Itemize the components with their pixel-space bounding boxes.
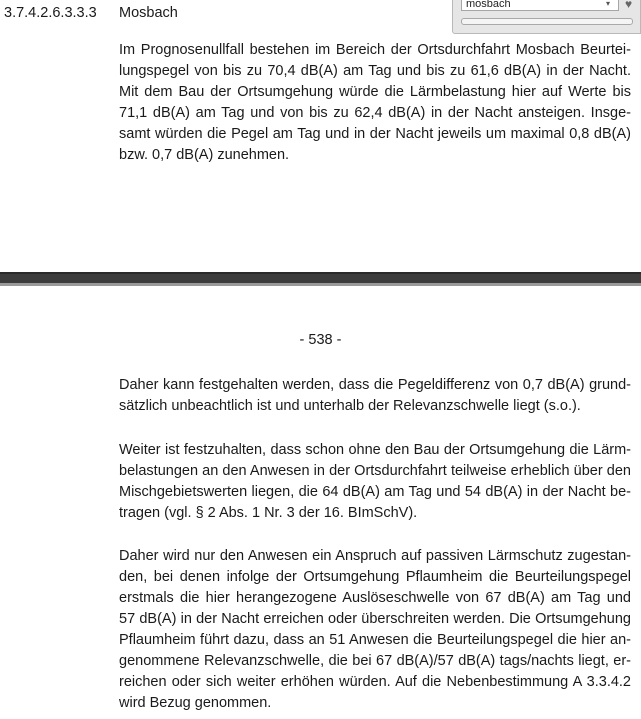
paragraph-passiver-laermschutz	[119, 546, 631, 714]
chevron-down-icon[interactable]: ▾	[605, 0, 610, 8]
text-line: reichen oder sich weiter erhöhen würden. Auf die Nebenbestimmung A 3.3.4.2	[119, 674, 631, 690]
text-line: wird Bezug genommen.	[119, 695, 272, 711]
text-line: Pflaumheim führt dazu, dass an 51 Anwesen die Beurteilungspegel die hier an-	[119, 632, 631, 648]
text-line: Mit dem Bau der Ortsumgehung würde die Lärmbelastung hier auf Werte bis	[119, 84, 631, 100]
text-line: Daher kann festgehalten werden, dass die Pegeldifferenz von 0,7 dB(A) grund-	[119, 377, 631, 393]
text-line: samt würden die Pegel am Tag und in der Nacht jeweils um maximal 0,8 dB(A)	[119, 126, 631, 142]
page-separator	[0, 272, 641, 286]
search-input[interactable]: mosbach	[461, 0, 619, 11]
text-line: Daher wird nur den Anwesen ein Anspruch auf passiven Lärmschutz zugestan-	[119, 548, 631, 564]
paragraph-mischgebietswerte	[119, 440, 631, 524]
paragraph-pegeldifferenz	[119, 375, 631, 417]
text-line: den, bei denen infolge der Ortsumgehung Pflaumheim die Beurteilungspegel	[119, 569, 631, 585]
find-toolbar	[452, 0, 641, 34]
text-line: tragen (vgl. § 2 Abs. 1 Nr. 3 der 16. BImSchV).	[119, 505, 418, 521]
section-title: Mosbach	[119, 5, 178, 21]
text-line: bzw. 0,7 dB(A) zunehmen.	[119, 147, 290, 163]
page-number: - 538 -	[299, 332, 342, 348]
paragraph-mosbach	[119, 40, 631, 166]
text-line: belastungen an den Anwesen in der Ortsdurchfahrt teilweise erheblich über den	[119, 463, 631, 479]
section-number: 3.7.4.2.6.3.3.3	[4, 5, 97, 21]
text-line: erstmals die hier herangezogene Auslöseschwelle von 67 dB(A) am Tag und	[119, 590, 631, 606]
text-line: 71,1 dB(A) am Tag und von bis zu 62,4 dB(A) in der Nacht ansteigen. Insge-	[119, 105, 631, 121]
text-line: genommene Relevanzschwelle, die bei 67 dB(A)/57 dB(A) tags/nachts liegt, er-	[119, 653, 631, 669]
text-line: Im Prognosenullfall bestehen im Bereich der Ortsdurchfahrt Mosbach Beurtei-	[119, 42, 631, 58]
text-line: Weiter ist festzuhalten, dass schon ohne den Bau der Ortsumgehung die Lärm-	[119, 442, 631, 458]
search-progress-bar	[461, 18, 633, 25]
text-line: Mischgebietswerten liegen, die 64 dB(A) am Tag und 54 dB(A) in der Nacht be-	[119, 484, 631, 500]
heart-icon[interactable]: ♥	[625, 0, 633, 11]
page-537	[0, 0, 641, 272]
text-line: sätzlich unbeachtlich ist und unterhalb der Relevanzschwelle liegt (s.o.).	[119, 398, 581, 414]
text-line: lungspegel von bis zu 70,4 dB(A) am Tag und bis zu 61,6 dB(A) in der Nacht.	[119, 63, 631, 79]
text-line: 57 dB(A) in der Nacht erreichen oder überschreiten werden. Die Ortsumgehung	[119, 611, 631, 627]
